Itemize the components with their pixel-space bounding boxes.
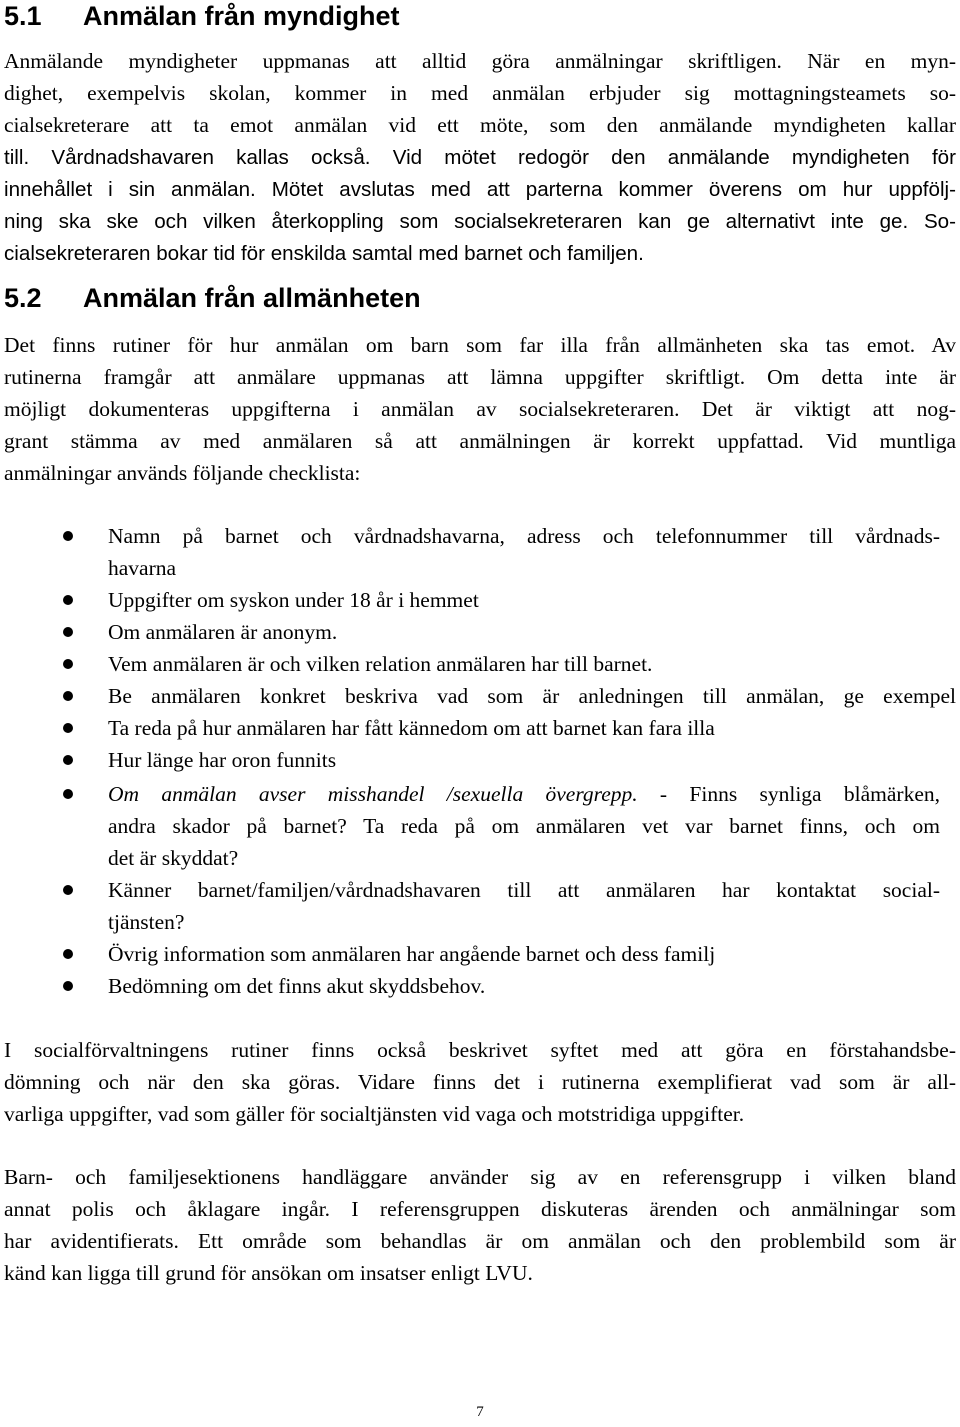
text-line: har avidentifierats. Ett område som behandlas är om anmälan och den problembild som är <box>4 1229 956 1253</box>
text-line: innehållet i sin anmälan. Mötet avslutas med att parterna kommer överens om hur uppfölj- <box>4 178 956 201</box>
bullet-icon <box>63 885 73 895</box>
list-item-continuation: havarna <box>108 556 177 580</box>
text-line: känd kan ligga till grund för ansökan om insatser enligt LVU. <box>4 1261 533 1285</box>
text-line: dighet, exempelvis skolan, kommer in med anmälan erbjuder sig mottagningsteamets so- <box>4 81 956 105</box>
bullet-icon <box>63 789 73 799</box>
bullet-icon <box>63 949 73 959</box>
text-line: möjligt dokumenteras uppgifterna i anmälan av socialsekreteraren. Det är viktigt att nog- <box>4 397 956 421</box>
text-line: annat polis och åklagare ingår. I referensgruppen diskuteras ärenden och anmälningar som <box>4 1197 956 1221</box>
bullet-icon <box>63 659 73 669</box>
page-number: 7 <box>476 1404 484 1420</box>
bullet-icon <box>63 627 73 637</box>
list-item: Om anmälaren är anonym. <box>108 620 338 644</box>
heading-5-2 <box>4 282 421 314</box>
text-line: Barn- och familjesektionens handläggare använder sig av en referensgrupp i vilken bland <box>4 1165 956 1189</box>
text-line: dömning och när den ska göras. Vidare finns det i rutinerna exemplifierat vad som är all- <box>4 1070 956 1094</box>
bullet-icon <box>63 981 73 991</box>
list-item <box>108 778 940 810</box>
bullet-icon <box>63 595 73 605</box>
heading-number: 5.2 <box>4 283 42 313</box>
list-item: Vem anmälaren är och vilken relation anmälaren har till barnet. <box>108 652 653 676</box>
text-line: cialsekreterare att ta emot anmälan vid ett möte, som den anmälande myndigheten kallar <box>4 113 956 137</box>
heading-number: 5.1 <box>4 1 42 31</box>
text-line: till. Vårdnadshavaren kallas också. Vid mötet redogör den anmälande myndigheten för <box>4 146 956 169</box>
list-item-italic: Om anmälan avser misshandel /sexuella övergrepp. <box>108 782 638 806</box>
heading-title: Anmälan från myndighet <box>83 1 400 31</box>
list-item: Uppgifter om syskon under 18 år i hemmet <box>108 588 479 612</box>
heading-title: Anmälan från allmänheten <box>83 283 421 313</box>
text-line: rutinerna framgår att anmälare uppmanas att lämna uppgifter skriftligt. Om detta inte är <box>4 365 956 389</box>
text-line: I socialförvaltningens rutiner finns också beskrivet syftet med att göra en förstahandsbe- <box>4 1038 956 1062</box>
text-line: anmälningar används följande checklista: <box>4 461 361 485</box>
list-item: Be anmälaren konkret beskriva vad som är anledningen till anmälan, ge exempel <box>108 684 956 708</box>
text-line: ning ska ske och vilken återkoppling som socialsekreteraren kan ge alternativt inte ge. So- <box>4 210 956 233</box>
list-item-continuation: tjänsten? <box>108 910 185 934</box>
text-line: grant stämma av med anmälaren så att anmälningen är korrekt uppfattad. Vid muntliga <box>4 429 956 453</box>
heading-5-1 <box>4 0 400 32</box>
list-item-continuation: andra skador på barnet? Ta reda på om anmälaren vet var barnet finns, och om <box>108 814 940 838</box>
bullet-icon <box>63 755 73 765</box>
text-line: varliga uppgifter, vad som gäller för socialtjänsten vid vaga och motstridiga uppgifter. <box>4 1102 745 1126</box>
text-line: cialsekreteraren bokar tid för enskilda samtal med barnet och familjen. <box>4 242 644 265</box>
text-line: Anmälande myndigheter uppmanas att alltid göra anmälningar skriftligen. När en myn- <box>4 49 956 73</box>
list-item-rest: - Finns synliga blåmärken, <box>637 782 940 806</box>
list-item: Bedömning om det finns akut skyddsbehov. <box>108 974 486 998</box>
list-item: Känner barnet/familjen/vårdnadshavaren till att anmälaren har kontaktat social- <box>108 878 940 902</box>
bullet-icon <box>63 723 73 733</box>
list-item: Hur länge har oron funnits <box>108 748 337 772</box>
list-item-continuation: det är skyddat? <box>108 846 239 870</box>
text-line: Det finns rutiner för hur anmälan om barn som far illa från allmänheten ska tas emot. Av <box>4 333 956 357</box>
bullet-icon <box>63 691 73 701</box>
list-item: Ta reda på hur anmälaren har fått kännedom om att barnet kan fara illa <box>108 716 715 740</box>
bullet-icon <box>63 531 73 541</box>
list-item: Namn på barnet och vårdnadshavarna, adress och telefonnummer till vårdnads- <box>108 524 940 548</box>
list-item: Övrig information som anmälaren har angående barnet och dess familj <box>108 942 716 966</box>
